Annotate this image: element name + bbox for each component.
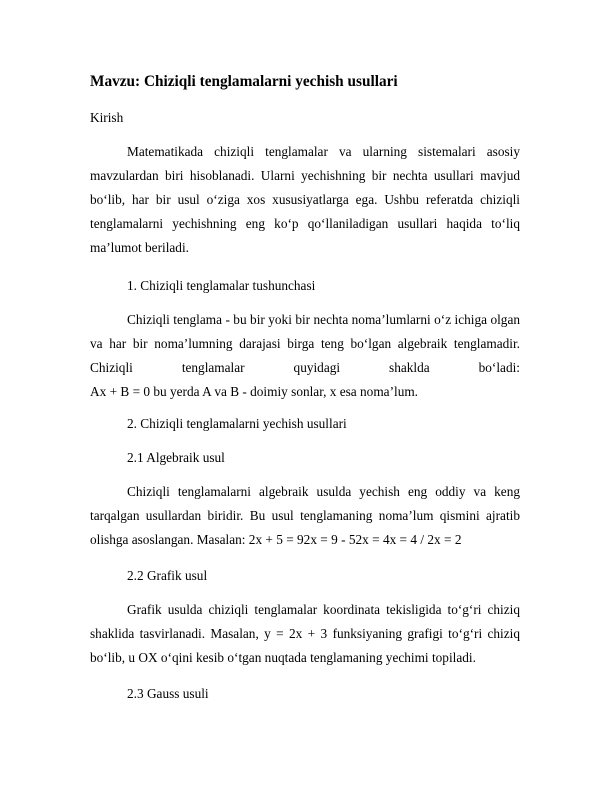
subsection-2-1-paragraph: Chiziqli tenglamalarni algebraik usulda yechish eng oddiy va keng tarqalgan usullardan biridir. Bu usul tenglamaning noma’lum qismini ajratib olishga asoslangan. Masalan: 2x + 5 = 92x = 9 - 52x = 4x = 4 / 2x = 2	[90, 484, 520, 547]
intro-paragraph: Matematikada chiziqli tenglamalar va ularning sistemalari asosiy mavzulardan biri hisoblanadi. Ularni yechishning bir nechta usullari mavjud bo‘lib, har bir usul o‘ziga xos xususiyatlarga ega. Ushbu referatda chiziqli tenglamalarni yechishning eng ko‘p qo‘llaniladigan usullari haqida to‘liq ma’lumot beriladi.	[90, 144, 520, 255]
section1-paragraph: Chiziqli tenglama - bu bir yoki bir nechta noma’lumlarni o‘z ichiga olgan va har bir noma’lumning darajasi birga teng bo‘lgan algebraik tenglamadir. Chiziqli tenglamalar quyidagi shaklda bo‘ladi:	[90, 312, 520, 375]
document-title: Mavzu: Chiziqli tenglamalarni yechish usullari	[90, 73, 398, 90]
subsection-2-1-heading: 2.1 Algebraik usul	[127, 450, 225, 465]
intro-heading: Kirish	[90, 110, 124, 125]
section1-heading: 1. Chiziqli tenglamalar tushunchasi	[127, 278, 316, 293]
section1-block	[90, 308, 520, 404]
subsection-2-2-heading: 2.2 Grafik usul	[127, 568, 208, 583]
subsection-2-2-paragraph: Grafik usulda chiziqli tenglamalar koordinata tekisligida to‘g‘ri chiziq shaklida tasvirlanadi. Masalan, y = 2x + 3 funksiyaning grafigi to‘g‘ri chiziq bo‘lib, u OX o‘qini kesib o‘tgan nuqtada tenglamaning yechimi topiladi.	[90, 602, 520, 665]
section1-formula-line: Ax + B = 0 bu yerda A va B - doimiy sonlar, x esa noma’lum.	[90, 384, 419, 399]
subsection-2-3-heading: 2.3 Gauss usuli	[127, 686, 209, 701]
section2-heading: 2. Chiziqli tenglamalarni yechish usullari	[127, 416, 347, 431]
